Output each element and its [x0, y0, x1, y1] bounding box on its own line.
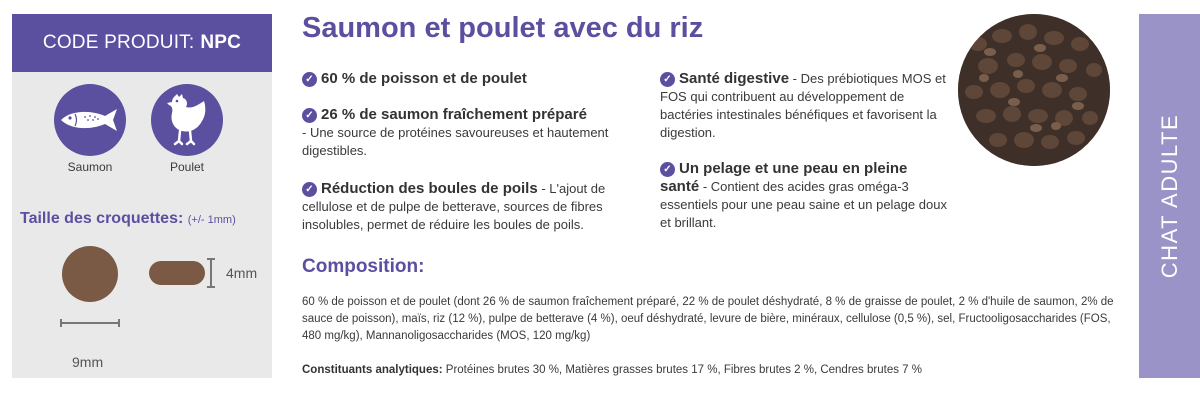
- check-icon: ✓: [302, 182, 317, 197]
- benefit-hairball: [302, 180, 634, 234]
- product-code-header: [12, 14, 272, 72]
- benefit-fresh-salmon: [302, 106, 632, 160]
- benefit-title: Un pelage et une peau en pleine santé: [660, 160, 908, 195]
- ingredient-chicken-label: Poulet: [169, 160, 205, 174]
- kibble-tolerance: (+/- 1mm): [187, 214, 236, 226]
- kibble-photo: [958, 14, 1110, 166]
- ingredient-salmon: [45, 84, 135, 174]
- check-icon: ✓: [660, 162, 675, 177]
- life-stage-banner: [1139, 14, 1200, 378]
- chicken-icon: [164, 93, 210, 147]
- product-title: Saumon et poulet avec du riz: [302, 12, 704, 44]
- benefit-fish-chicken: [302, 70, 632, 88]
- check-icon: ✓: [302, 72, 317, 87]
- product-info-panel: [12, 14, 272, 378]
- kibble-width-label: 9mm: [72, 354, 104, 370]
- kibble-size-title: [20, 210, 236, 228]
- width-dimension-line: [60, 322, 120, 324]
- analytical-constituents: [302, 364, 1122, 376]
- benefit-description: - Des prébiotiques MOS et FOS qui contribuent au développement de bactéries intestinales bénéfiques et favorisent la digestion.: [660, 71, 946, 140]
- check-icon: ✓: [660, 72, 675, 87]
- analytical-label: Constituants analytiques:: [302, 364, 443, 376]
- height-dimension-line: [210, 258, 212, 288]
- product-code-value: NPC: [200, 32, 242, 53]
- kibble-pile-image: [958, 14, 1110, 166]
- kibble-size-title-text: Taille des croquettes:: [20, 210, 184, 227]
- benefit-description: - Une source de protéines savoureuses et hautement digestibles.: [302, 125, 609, 158]
- product-code-label: CODE PRODUIT:: [42, 32, 195, 53]
- benefit-title: 26 % de saumon fraîchement préparé: [321, 106, 587, 123]
- life-stage-label: CHAT ADULTE: [1156, 113, 1182, 279]
- ingredient-salmon-label: Saumon: [67, 160, 113, 174]
- composition-title: Composition:: [302, 256, 425, 277]
- check-icon: ✓: [302, 108, 317, 123]
- composition-text: 60 % de poisson et de poulet (dont 26 % de saumon fraîchement préparé, 22 % de poulet déshydraté, 8 % de graisse de poulet, 2 % d'huile de saumon, 2% de sauce de poisson), maïs, riz (12 %), pulpe de betterave (4 %), oeuf déshydraté, levure de bière, minéraux, cellulose (0,5 %), sel, Fructooligosaccharides (FOS, 480 mg/kg), Mannanoligosaccharides (MOS, 120 mg/kg): [302, 296, 1114, 342]
- fish-icon: [57, 105, 123, 135]
- benefit-digestive: [660, 70, 950, 142]
- kibble-side-view: [149, 261, 205, 285]
- ingredient-salmon-badge: [54, 84, 126, 156]
- kibble-top-view: [62, 246, 118, 302]
- ingredient-chicken: [142, 84, 232, 174]
- benefit-title: 60 % de poisson et de poulet: [321, 70, 527, 87]
- ingredient-chicken-badge: [151, 84, 223, 156]
- benefit-coat: [660, 160, 950, 232]
- benefit-description: - L'ajout de cellulose et de pulpe de betterave, sources de fibres insolubles, permet de réduire les boules de poils.: [302, 181, 606, 232]
- benefit-title: Santé digestive: [679, 70, 790, 87]
- benefit-description: - Contient des acides gras oméga-3 essentiels pour une peau saine et un pelage doux et brillant.: [660, 179, 947, 230]
- kibble-height-label: 4mm: [226, 265, 258, 281]
- analytical-text: Protéines brutes 30 %, Matières grasses brutes 17 %, Fibres brutes 2 %, Cendres brutes 7 %: [445, 364, 922, 376]
- benefit-title: Réduction des boules de poils: [321, 180, 538, 197]
